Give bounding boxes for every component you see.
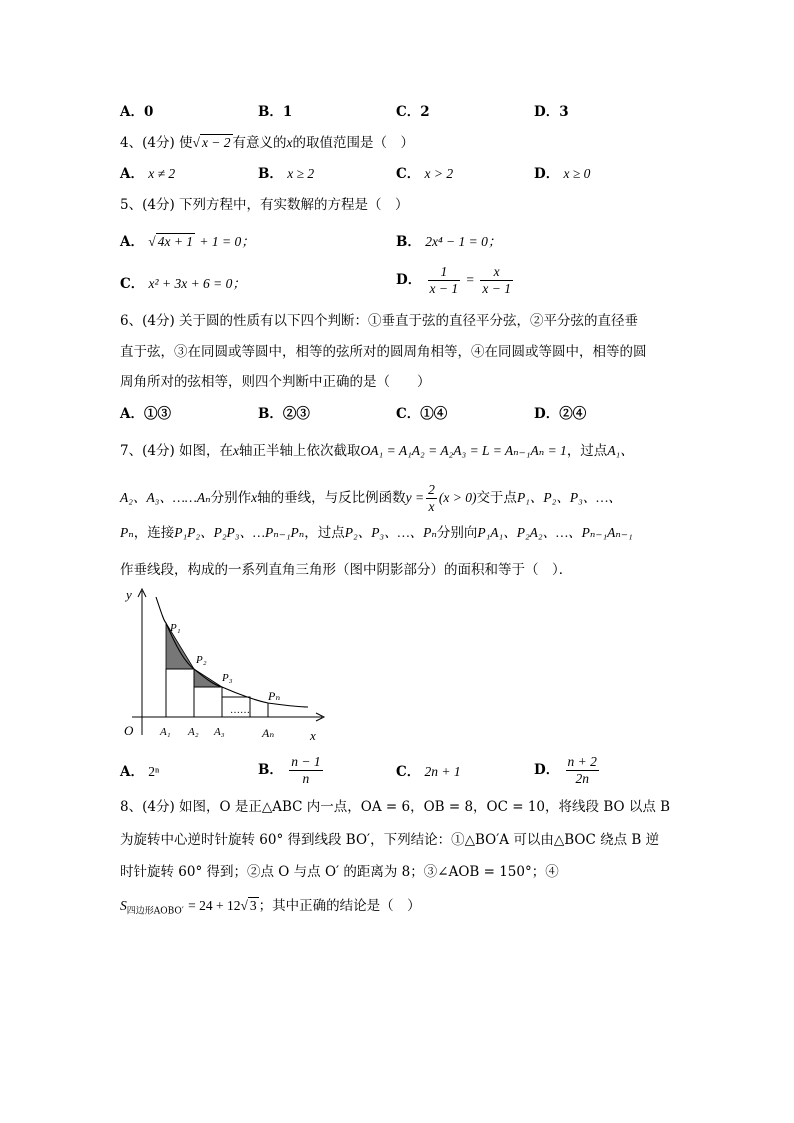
p3-label: P₃ — [222, 672, 233, 684]
q7-option-a-text: 2ⁿ — [148, 764, 160, 779]
q7-line-2 — [120, 482, 622, 515]
q7-line3-c: P₁P₂、P₂P₃、…Pₙ₋₁Pₙ — [174, 525, 305, 540]
q7-option-d-label: D． — [534, 762, 560, 778]
q3-option-d: D．3 — [534, 104, 569, 120]
q7-option-b-den: n — [302, 771, 310, 786]
q7-figure — [118, 585, 338, 745]
q5-option-d — [396, 264, 515, 297]
q4-option-d-label: D． — [534, 166, 560, 182]
q5-option-c — [120, 274, 246, 294]
q5-option-a-radicand: 4x + 1 — [157, 234, 194, 249]
q7-x-var-2: x — [251, 490, 258, 505]
q7-line2-c: 分别作 — [210, 490, 252, 506]
q7-line1-a: 7、(4分) 如图，在 — [120, 443, 234, 459]
q7-line3-a: Pₙ — [120, 525, 134, 540]
x-axis-label: x — [310, 728, 316, 743]
q7-line-4: 作垂线段，构成的一系列直角三角形（图中阴影部分）的面积和等于（ ）． — [120, 562, 573, 578]
a3-label: A₃ — [214, 726, 225, 738]
q4-option-c-label: C． — [396, 166, 421, 182]
q7-line1-c: ，过点 — [566, 443, 608, 459]
q8-area-subscript: 四边形AOBO′ — [126, 906, 184, 917]
q3-option-b: B．1 — [258, 104, 293, 120]
shaded-triangle-2 — [194, 669, 222, 687]
q4-stem-suffix: 的取值范围是（ ） — [292, 135, 415, 151]
q7-line-1 — [120, 441, 634, 461]
rect-2 — [194, 687, 222, 717]
q7-fn-frac — [426, 482, 437, 515]
q8-line-1: 8、(4分) 如图，O 是正△ABC 内一点，OA = 6，OB = 8，OC = 10，将线段 BO 以点 B — [120, 799, 671, 815]
q7-line2-a: A₂、A₃、…… — [120, 490, 197, 505]
q8-area-eq: = 24 + 12 — [188, 898, 241, 913]
q5-option-d-frac2 — [480, 264, 513, 297]
q7-option-b-frac — [289, 754, 322, 787]
q7-line2-b: Aₙ — [196, 490, 211, 505]
q7-option-c — [396, 762, 461, 782]
q5-option-d-den2: x − 1 — [482, 281, 511, 296]
q7-option-a — [120, 762, 159, 782]
q5-option-d-frac1 — [428, 264, 461, 297]
q5-stem: 5、(4分) 下列方程中，有实数解的方程是（ ） — [120, 197, 409, 213]
q7-option-b-label: B． — [258, 762, 283, 778]
q4-option-b — [258, 164, 314, 184]
q4-option-c — [396, 164, 453, 184]
q6-line-1: 6、(4分) 关于圆的性质有以下四个判断：①垂直于弦的直径平分弦，②平分弦的直径垂 — [120, 313, 639, 329]
q5-option-b-expr: 2x⁴ − 1 = 0； — [425, 234, 502, 249]
q3-option-c: C．2 — [396, 104, 430, 120]
q4-stem-mid: 有意义的 — [232, 135, 287, 151]
p1-label: P₁ — [170, 622, 181, 634]
q7-line1-math: OA₁ = A₁A₂ = A₂A₃ = L = Aₙ₋₁Aₙ = 1 — [360, 443, 567, 458]
q4-option-b-label: B． — [258, 166, 283, 182]
q5-option-c-label: C． — [120, 276, 145, 292]
q7-option-d-frac — [566, 754, 599, 787]
q7-option-d — [534, 754, 601, 787]
q5-option-a-label: A． — [120, 234, 144, 250]
origin-label: O — [124, 723, 134, 738]
q7-line3-g: P₁A₁、P₂A₂、…、Pₙ₋₁Aₙ₋₁ — [477, 525, 633, 540]
q7-option-c-text: 2n + 1 — [424, 764, 461, 779]
q4-option-a-label: A． — [120, 166, 144, 182]
y-axis-label: y — [126, 587, 132, 602]
q4-option-a-text: x ≠ 2 — [148, 166, 176, 181]
q7-line2-d: 轴的垂线，与反比例函数 — [257, 490, 406, 506]
q7-fn-den: x — [428, 499, 435, 514]
q5-option-c-expr: x² + 3x + 6 = 0； — [148, 276, 246, 291]
q8-line4-rest: ；其中正确的结论是（ ） — [258, 898, 421, 914]
q7-line2-fn: y = — [405, 490, 425, 505]
q7-option-b-num: n − 1 — [291, 754, 321, 769]
q7-line3-d: ，过点 — [304, 525, 345, 541]
q8-area-symbol: S — [120, 898, 127, 913]
q8-line-2: 为旋转中心逆时针旋转 60° 得到线段 BO′，下列结论：①△BO′A 可以由△BOC 绕点 B 逆 — [120, 832, 660, 848]
p2-label: P₂ — [196, 654, 207, 666]
q7-fn-num: 2 — [428, 482, 435, 497]
q7-line2-f: P₁、P₂、P₃、…、 — [516, 490, 622, 505]
q5-option-a-rest: + 1 = 0； — [199, 234, 255, 249]
q6-line-2: 直于弦，③在同圆或等圆中，相等的弦所对的圆周角相等，④在同圆或等圆中，相等的圆 — [120, 344, 647, 360]
q7-option-c-label: C． — [396, 764, 421, 780]
q5-option-d-den1: x − 1 — [429, 281, 459, 296]
q4-option-c-text: x > 2 — [424, 166, 454, 181]
q6-option-a: A．①③ — [120, 406, 171, 422]
q6-option-c: C．①④ — [396, 406, 448, 422]
q7-option-b — [258, 754, 325, 787]
q7-line3-b: ，连接 — [133, 525, 175, 541]
q4-option-b-text: x ≥ 2 — [287, 166, 315, 181]
q7-line1-d: A₁、 — [607, 443, 634, 458]
q7-option-d-den: 2n — [575, 771, 589, 786]
q7-line3-f: 分别向 — [436, 525, 478, 541]
q4-var: x — [286, 135, 293, 150]
rect-1 — [166, 669, 194, 717]
q3-option-a: A．0 — [120, 104, 154, 120]
pn-label: Pₙ — [268, 689, 281, 703]
an-label: Aₙ — [262, 726, 275, 740]
a2-label: A₂ — [188, 726, 199, 738]
q4-option-d-text: x ≥ 0 — [563, 166, 591, 181]
q6-option-d: D．②④ — [534, 406, 587, 422]
q7-x-var-1: x — [233, 443, 240, 458]
q7-line2-e: 交于点 — [476, 490, 517, 506]
q8-area-radicand: 3 — [249, 898, 257, 913]
q7-option-a-label: A． — [120, 764, 144, 780]
q7-fn-cond: (x > 0) — [438, 490, 477, 505]
q6-line-3: 周角所对的弦相等，则四个判断中正确的是（ ） — [120, 374, 431, 390]
q7-line-3 — [120, 523, 633, 543]
q4-option-d — [534, 164, 590, 184]
q5-option-d-num1: 1 — [428, 264, 461, 281]
q8-line-3: 时针旋转 60° 得到；②点 O 与点 O′ 的距离为 8；③∠AOB = 150°；④ — [120, 864, 559, 880]
q7-line1-b: 轴正半轴上依次截取 — [239, 443, 361, 459]
q8-line-4: $S_{四边形AOBO'} = 24 + 12√$ 3 ；其中正确的结论是（ ） — [120, 898, 421, 917]
q5-option-b-label: B． — [396, 234, 421, 250]
q5-option-d-label: D． — [396, 272, 422, 288]
q6-option-b: B．②③ — [258, 406, 310, 422]
q5-option-d-num2: x — [480, 264, 513, 281]
q4-option-a — [120, 164, 175, 184]
q5-option-a: A． √ 4x + 1 + 1 = 0； — [120, 234, 255, 250]
figure-ellipsis: …… — [230, 705, 250, 716]
a1-label: A₁ — [160, 726, 171, 738]
q4-radicand: x − 2 — [201, 135, 231, 150]
q7-line3-e: P₂、P₃、…、Pₙ — [344, 525, 437, 540]
q4-stem: 4、(4分) 使√ x − 2 有意义的x的取值范围是（ ） — [120, 135, 415, 151]
q5-option-d-eq: = — [466, 272, 475, 287]
q7-option-d-num: n + 2 — [567, 754, 597, 769]
q5-option-b — [396, 232, 501, 252]
q4-stem-prefix: 4、(4分) 使 — [120, 135, 193, 151]
